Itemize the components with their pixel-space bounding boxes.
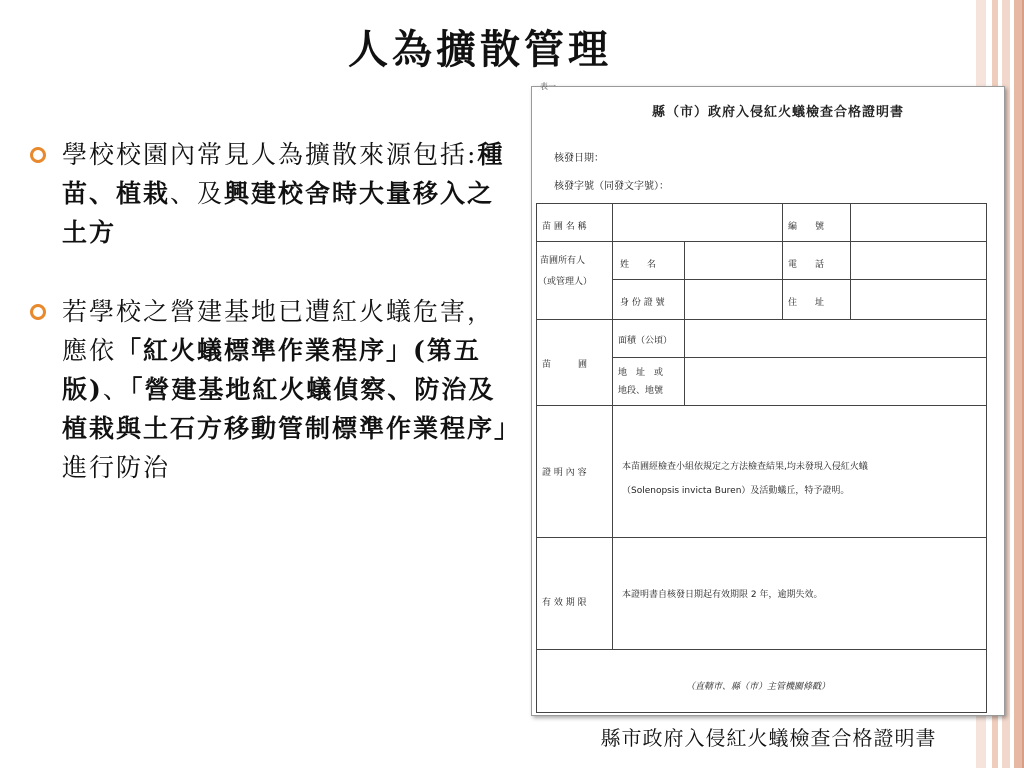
bullet-bold-text: 「營建基地紅火蟻偵察、防治及植栽與土石方移動管制標準作業程序」 [62,375,522,443]
location-label: 地 址 或 [618,368,664,378]
nursery-label: 苗 圃 [542,360,588,370]
area-label: 面積（公頃） [618,336,673,346]
manager-label: （或管理人） [538,277,593,287]
seal-text: （直轄市、縣（市）主管機關條戳） [686,682,831,692]
owner-label: 苗圃所有人 [540,256,586,266]
bullet-text: 、 [102,375,130,404]
bullet-circle-icon [30,304,46,320]
certificate-table [536,203,986,713]
number-label: 編 號 [788,222,825,232]
issue-number-label: 核發字號（同發文字號）： [554,181,669,192]
bullet-list [30,135,522,487]
bullet-bold-text: 興建校舍時大量移入之土方 [62,179,495,247]
bullet-circle-icon [30,147,46,163]
document-title: 縣（市）政府入侵紅火蟻檢查合格證明書 [652,105,905,120]
name-label: 姓 名 [620,260,657,270]
bullet-item-sources [30,135,510,252]
phone-label: 電 話 [788,260,825,270]
id-number-label: 身 份 證 號 [620,298,665,308]
issue-date-label: 核發日期： [554,153,604,164]
validity-label: 有 效 期 限 [542,598,587,608]
document-tag: 表一 [540,82,556,91]
lot-label: 地段、地號 [618,386,664,396]
cert-content-text: 本苗圃經檢查小組依規定之方法檢查結果,均未發現入侵紅火蟻 [622,462,868,472]
address-label: 住 址 [788,298,825,308]
cert-content-text-2: （Solenopsis invicta Buren）及活動蟻丘，特予證明。 [622,486,850,496]
bullet-bold-text: 「紅火蟻標準作業程序」(第五版) [62,336,481,404]
certificate-document-image [531,82,1005,716]
bullet-item-procedure [30,292,522,487]
bullet-text: 、及 [170,179,225,208]
nursery-name-label: 苗 圃 名 稱 [542,222,587,232]
bullet-text: 學校校園內常見人為擴散來源包括: [62,140,478,169]
slide-title: 人為擴散管理 [348,26,612,73]
cert-content-label: 證 明 內 容 [542,468,587,478]
bullet-text: 若學校之營建基地已遭紅火蟻危害，應依 [62,297,495,365]
bullet-bold-text: 種苗、植栽 [62,140,505,208]
validity-text: 本證明書自核發日期起有效期限 2 年，逾期失效。 [622,590,823,600]
bullet-text: 進行防治 [62,453,171,482]
image-caption: 縣市政府入侵紅火蟻檢查合格證明書 [600,726,937,750]
